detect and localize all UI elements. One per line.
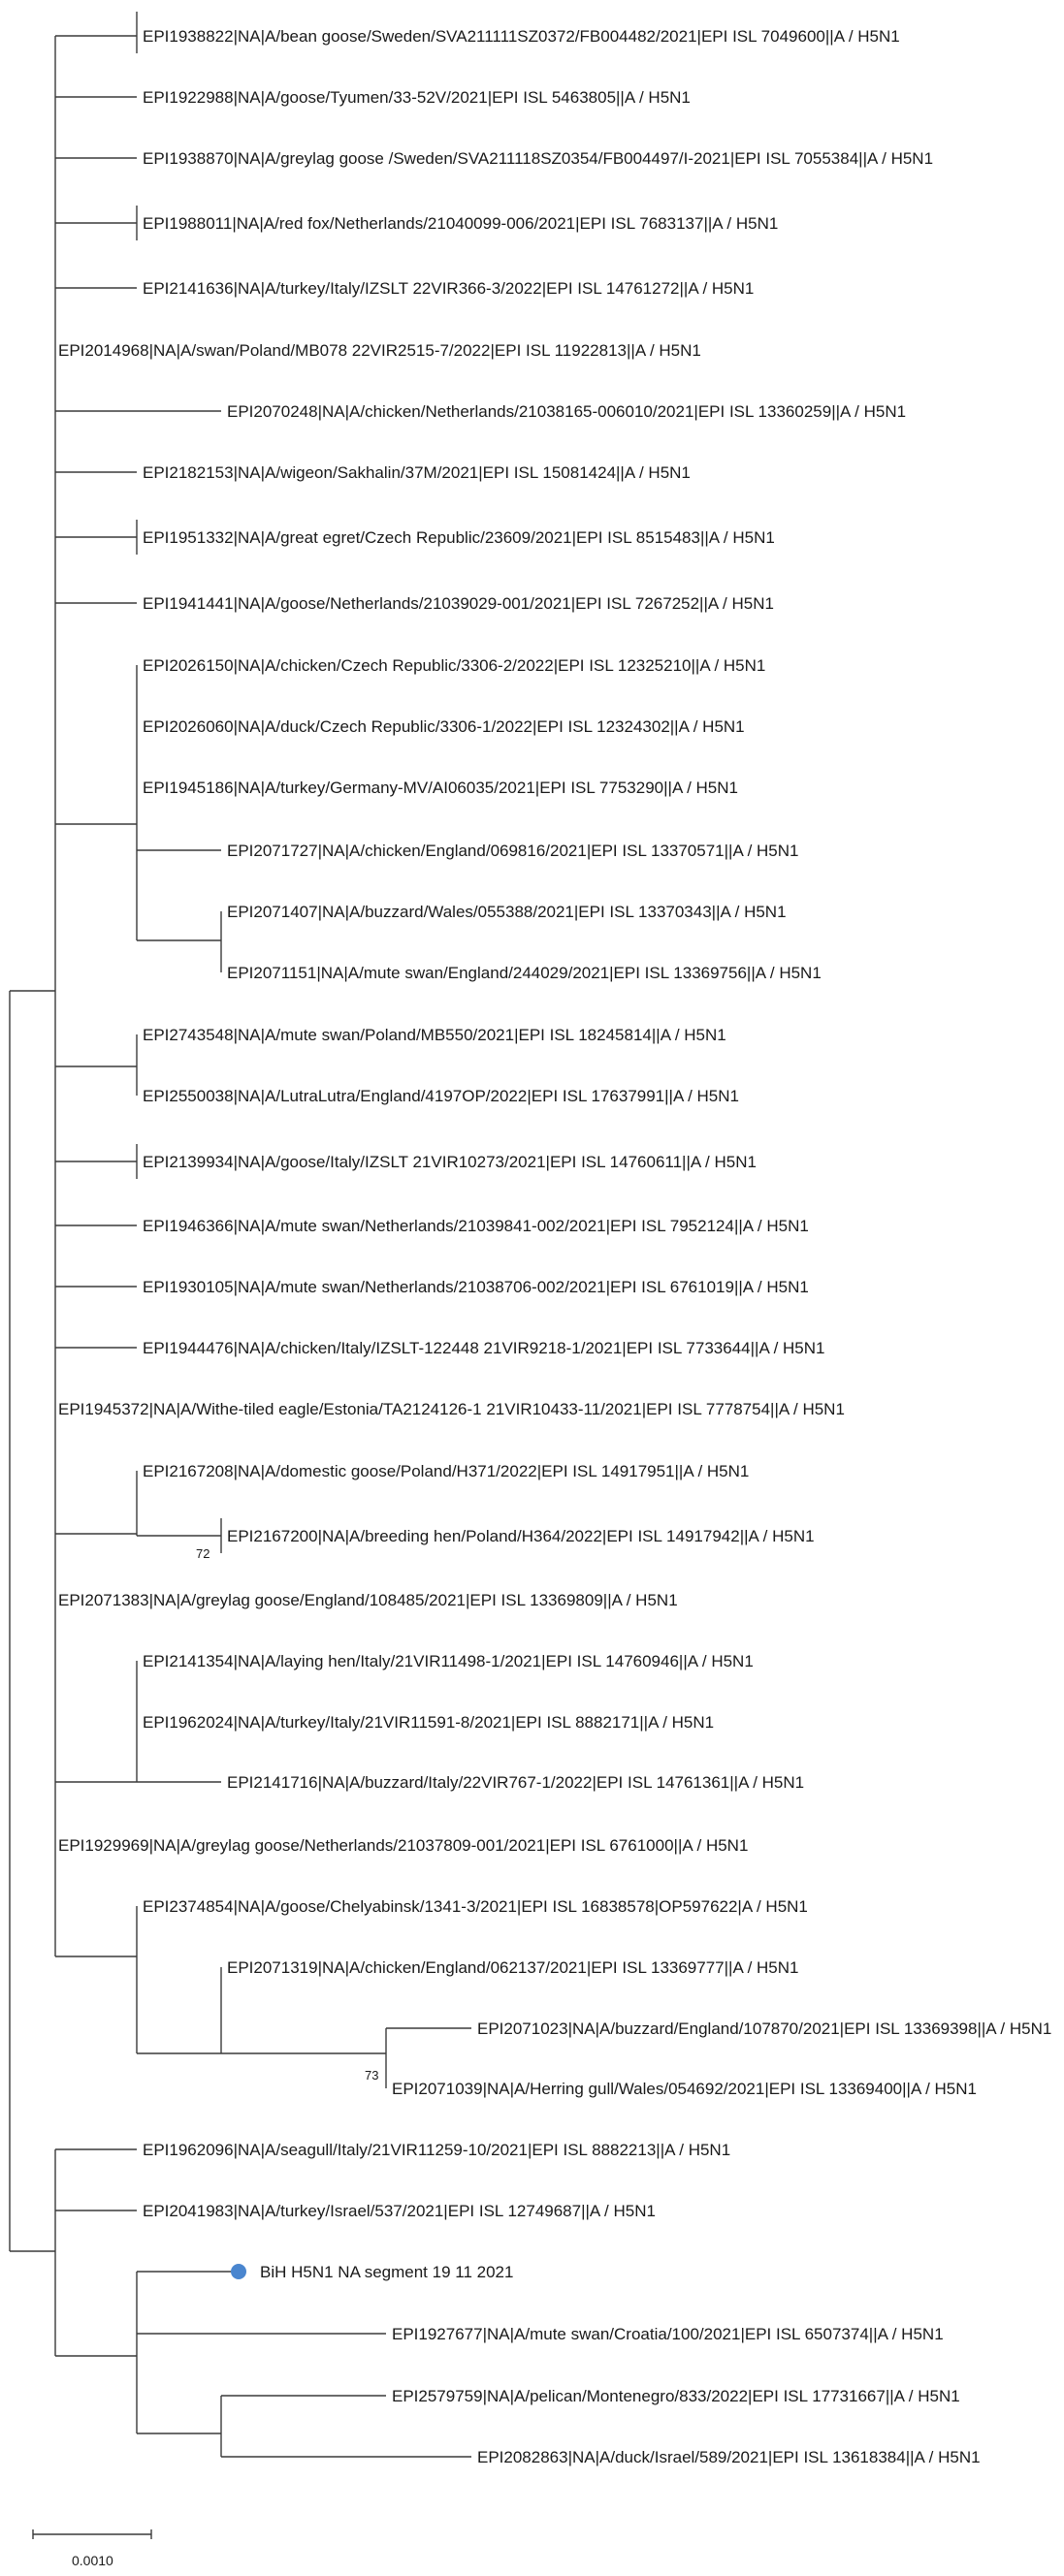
leaf-label-t14: EPI2071727|NA|A/chicken/England/069816/2021|EPI ISL 13370571||A / H5N1 bbox=[227, 842, 799, 860]
leaf-label-t35: EPI1962096|NA|A/seagull/Italy/21VIR11259-10/2021|EPI ISL 8882213||A / H5N1 bbox=[143, 2141, 731, 2159]
query-sample-marker-icon bbox=[231, 2264, 246, 2279]
leaf-label-t11: EPI2026150|NA|A/chicken/Czech Republic/3306-2/2022|EPI ISL 12325210||A / H5N1 bbox=[143, 656, 766, 675]
leaf-label-t19: EPI2139934|NA|A/goose/Italy/IZSLT 21VIR10273/2021|EPI ISL 14760611||A / H5N1 bbox=[143, 1153, 757, 1171]
tree-branches bbox=[10, 12, 471, 2539]
leaf-label-t36: EPI2041983|NA|A/turkey/Israel/537/2021|EPI ISL 12749687||A / H5N1 bbox=[143, 2202, 656, 2220]
leaf-label-t05: EPI2141636|NA|A/turkey/Italy/IZSLT 22VIR366-3/2022|EPI ISL 14761272||A / H5N1 bbox=[143, 279, 755, 298]
leaf-label-t38: EPI1927677|NA|A/mute swan/Croatia/100/2021|EPI ISL 6507374||A / H5N1 bbox=[392, 2325, 944, 2343]
leaf-label-t30: EPI1929969|NA|A/greylag goose/Netherlands/21037809-001/2021|EPI ISL 6761000||A / H5N1 bbox=[58, 1836, 749, 1855]
leaf-label-t27: EPI2141354|NA|A/laying hen/Italy/21VIR11498-1/2021|EPI ISL 14760946||A / H5N1 bbox=[143, 1652, 754, 1670]
leaf-labels bbox=[58, 27, 1051, 2466]
leaf-label-t17: EPI2743548|NA|A/mute swan/Poland/MB550/2021|EPI ISL 18245814||A / H5N1 bbox=[143, 1026, 726, 1044]
leaf-label-t08: EPI2182153|NA|A/wigeon/Sakhalin/37M/2021|EPI ISL 15081424||A / H5N1 bbox=[143, 463, 691, 482]
leaf-label-t12: EPI2026060|NA|A/duck/Czech Republic/3306-1/2022|EPI ISL 12324302||A / H5N1 bbox=[143, 717, 745, 736]
support-value-t24-t25: 72 bbox=[196, 1546, 210, 1561]
leaf-label-t09: EPI1951332|NA|A/great egret/Czech Republic/23609/2021|EPI ISL 8515483||A / H5N1 bbox=[143, 528, 775, 547]
leaf-label-t29: EPI2141716|NA|A/buzzard/Italy/22VIR767-1/2022|EPI ISL 14761361||A / H5N1 bbox=[227, 1773, 805, 1792]
leaf-label-t04: EPI1988011|NA|A/red fox/Netherlands/21040099-006/2021|EPI ISL 7683137||A / H5N1 bbox=[143, 214, 779, 233]
leaf-label-t10: EPI1941441|NA|A/goose/Netherlands/21039029-001/2021|EPI ISL 7267252||A / H5N1 bbox=[143, 594, 774, 613]
leaf-label-t18: EPI2550038|NA|A/LutraLutra/England/4197OP/2022|EPI ISL 17637991||A / H5N1 bbox=[143, 1087, 739, 1105]
leaf-label-t15: EPI2071407|NA|A/buzzard/Wales/055388/2021|EPI ISL 13370343||A / H5N1 bbox=[227, 903, 787, 921]
leaf-label-t03: EPI1938870|NA|A/greylag goose /Sweden/SVA211118SZ0354/FB004497/I-2021|EPI ISL 7055384||A / H5N1 bbox=[143, 149, 934, 168]
scale-bar-label: 0.0010 bbox=[72, 2553, 113, 2568]
leaf-label-t26: EPI2071383|NA|A/greylag goose/England/108485/2021|EPI ISL 13369809||A / H5N1 bbox=[58, 1591, 678, 1609]
leaf-label-t01: EPI1938822|NA|A/bean goose/Sweden/SVA211111SZ0372/FB004482/2021|EPI ISL 7049600||A / H5N1 bbox=[143, 27, 900, 46]
leaf-label-t06: EPI2014968|NA|A/swan/Poland/MB078 22VIR2515-7/2022|EPI ISL 11922813||A / H5N1 bbox=[58, 341, 701, 360]
leaf-label-t25: EPI2167200|NA|A/breeding hen/Poland/H364/2022|EPI ISL 14917942||A / H5N1 bbox=[227, 1527, 815, 1545]
leaf-label-t39: EPI2579759|NA|A/pelican/Montenegro/833/2022|EPI ISL 17731667||A / H5N1 bbox=[392, 2387, 960, 2405]
bootstrap-values bbox=[196, 1546, 378, 2083]
support-value-t33-t34: 73 bbox=[365, 2068, 379, 2083]
leaf-label-t34: EPI2071039|NA|A/Herring gull/Wales/054692/2021|EPI ISL 13369400||A / H5N1 bbox=[392, 2080, 977, 2098]
leaf-label-t40: EPI2082863|NA|A/duck/Israel/589/2021|EPI ISL 13618384||A / H5N1 bbox=[477, 2448, 981, 2466]
leaf-label-t02: EPI1922988|NA|A/goose/Tyumen/33-52V/2021|EPI ISL 5463805||A / H5N1 bbox=[143, 88, 691, 107]
leaf-label-t37: BiH H5N1 NA segment 19 11 2021 bbox=[260, 2263, 514, 2281]
leaf-label-t23: EPI1945372|NA|A/Withe-tiled eagle/Estonia/TA2124126-1 21VIR10433-11/2021|EPI ISL 7778754||A / H5N1 bbox=[58, 1400, 845, 1418]
leaf-label-t21: EPI1930105|NA|A/mute swan/Netherlands/21038706-002/2021|EPI ISL 6761019||A / H5N1 bbox=[143, 1278, 809, 1296]
leaf-label-t07: EPI2070248|NA|A/chicken/Netherlands/21038165-006010/2021|EPI ISL 13360259||A / H5N1 bbox=[227, 402, 907, 421]
leaf-label-t24: EPI2167208|NA|A/domestic goose/Poland/H371/2022|EPI ISL 14917951||A / H5N1 bbox=[143, 1462, 750, 1480]
leaf-label-t31: EPI2374854|NA|A/goose/Chelyabinsk/1341-3/2021|EPI ISL 16838578|OP597622|A / H5N1 bbox=[143, 1897, 808, 1916]
leaf-label-t20: EPI1946366|NA|A/mute swan/Netherlands/21039841-002/2021|EPI ISL 7952124||A / H5N1 bbox=[143, 1217, 809, 1235]
leaf-label-t33: EPI2071023|NA|A/buzzard/England/107870/2021|EPI ISL 13369398||A / H5N1 bbox=[477, 2019, 1052, 2038]
leaf-label-t32: EPI2071319|NA|A/chicken/England/062137/2021|EPI ISL 13369777||A / H5N1 bbox=[227, 1958, 799, 1977]
leaf-label-t22: EPI1944476|NA|A/chicken/Italy/IZSLT-122448 21VIR9218-1/2021|EPI ISL 7733644||A / H5N1 bbox=[143, 1339, 825, 1357]
leaf-label-t13: EPI1945186|NA|A/turkey/Germany-MV/AI06035/2021|EPI ISL 7753290||A / H5N1 bbox=[143, 779, 738, 797]
leaf-label-t28: EPI1962024|NA|A/turkey/Italy/21VIR11591-8/2021|EPI ISL 8882171||A / H5N1 bbox=[143, 1713, 715, 1732]
leaf-label-t16: EPI2071151|NA|A/mute swan/England/244029/2021|EPI ISL 13369756||A / H5N1 bbox=[227, 964, 822, 982]
